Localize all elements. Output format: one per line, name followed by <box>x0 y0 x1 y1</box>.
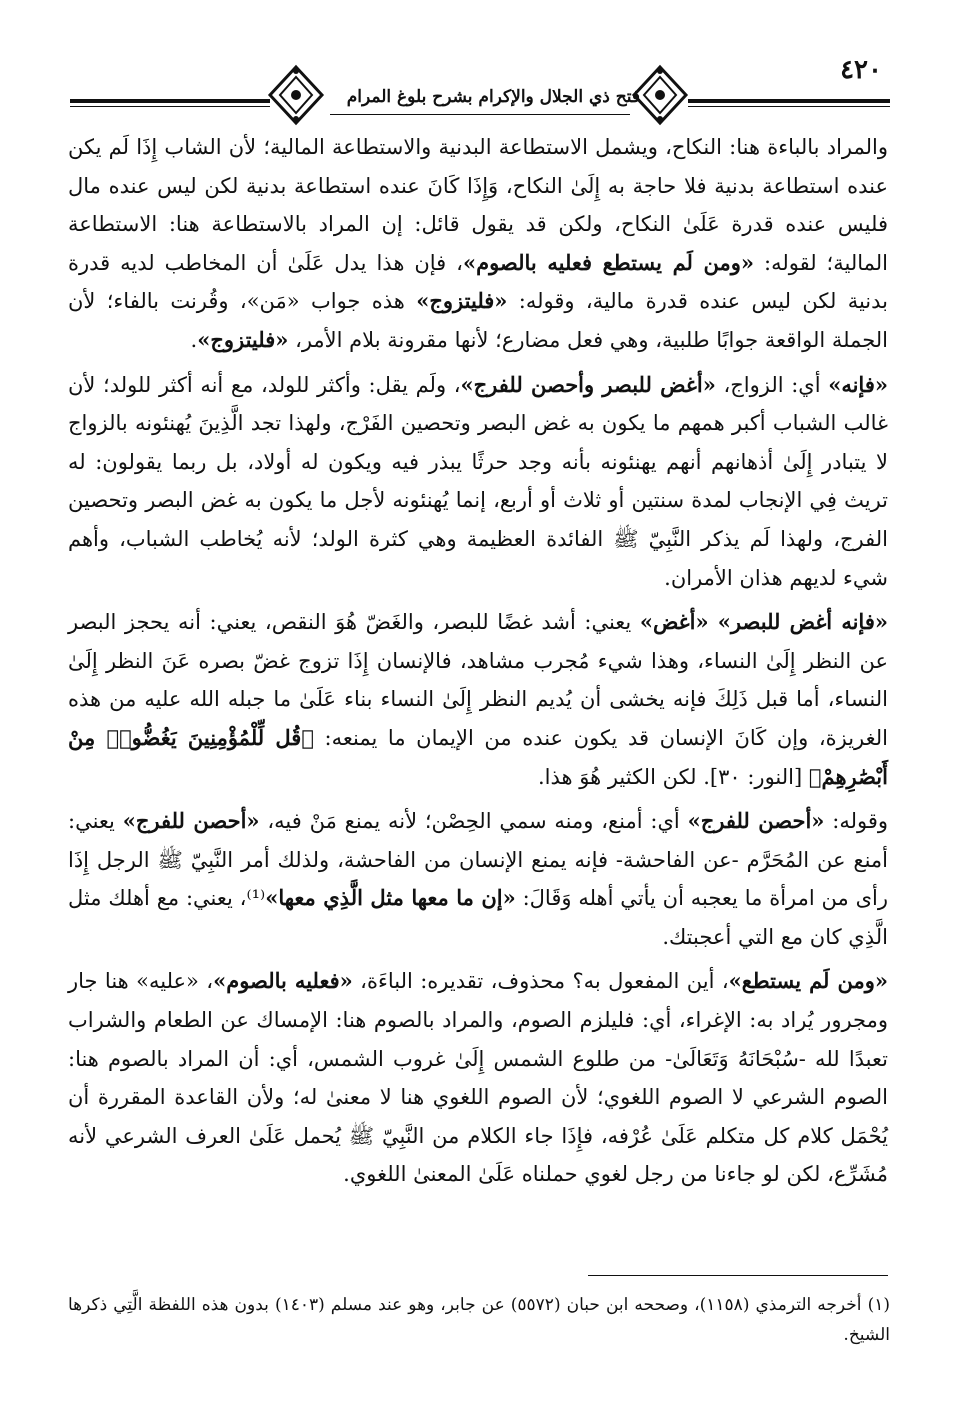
text-segment: ، أين المفعول به؟ محذوف، تقديره: الباءَة، <box>352 969 729 994</box>
header-rule-right-thin <box>688 106 890 107</box>
hadith-quote: «فعليه بالصوم» <box>213 968 353 994</box>
hadith-quote: «فإنه» <box>828 371 888 397</box>
left-ornament-icon <box>266 63 326 127</box>
text-segment: يعني: أشد غضًا للبصر، والغَضّ هُوَ النقص، يعني: أنه يحجز البصر عن النظر إِلَىٰ النساء، وهذا شيء مُجرب مشاهد، فالإنسان إِذَا تزوج غضّ بصره عَنَ النظر إِلَىٰ النساء، أما قبل ذَلِكَ فإنه يخشى أن يُديم النظر إِلَىٰ النساء بناء عَلَىٰ ما جبله الله عليه من هذه الغريزة، وإن كَانَ الإنسان قد يكون عنده من الإيمان ما يمنعه: <box>68 610 889 750</box>
hadith-quote: «إن ما معها مثل الَّذِي معها» <box>265 885 516 911</box>
paragraph <box>68 128 888 360</box>
paragraph <box>68 802 888 956</box>
hadith-quote: «ومن لَم يستطع فعليه بالصوم» <box>462 249 755 275</box>
footnote-divider <box>588 1275 888 1276</box>
hadith-quote: «ومن لَم يستطع» <box>728 968 888 994</box>
paragraph <box>68 366 888 598</box>
text-segment: [النور: ٣٠]. لكن الكثير هُوَ هذا. <box>537 764 809 789</box>
header-rule-left <box>70 99 270 103</box>
text-segment: أي: أمنع، ومنه سمي الحِصْن؛ لأنه يمنع مَنْ فيه، <box>259 809 688 834</box>
paragraph <box>68 962 888 1194</box>
text-segment: وقوله: <box>824 809 888 834</box>
text-segment: ، «عليه» هنا جار ومجرور يُراد به: الإغراء، أي: فليلزم الصوم، والمراد بالصوم هنا: الإمساك عن الطعام والشراب تعبدًا لله -سُبْحَانَهُ وَتَعَالَىٰ- من طلوع الشمس إِلَىٰ غروب الشمس، أي: أن المراد بالصوم هنا: الصوم الشرعي لا الصوم اللغوي؛ لأن الصوم اللغوي هنا لا معنىٰ له؛ ولأن القاعدة المقررة أن يُحْمَل كلام كل متكلم عَلَىٰ عُرْفه، فإِذَا جاء الكلام من النَّبِيّ ﷺ يُحمل عَلَىٰ العرف الشرعي لأنه مُشَرِّع، لكن لو جاءنا من رجل لغوي حملناه عَلَىٰ المعنىٰ اللغوي. <box>68 969 888 1187</box>
footnote-text: (١) أخرجه الترمذي (١١٥٨)، وصححه ابن حبان (٥٥٧٢) عن جابر، وهو عند مسلم (١٤٠٣) بدون هذه اللفظة الَّتِي ذكرها الشيخ. <box>68 1295 890 1345</box>
hadith-quote: «فليتزوج» <box>197 326 289 352</box>
header-rule-right <box>688 99 890 103</box>
hadith-quote: «أغض للبصر وأحصن للفرج» <box>460 371 716 397</box>
text-segment: ، ولَم يقل: وأكثر للولد، مع أنه أكثر للولد؛ لأن غالب الشباب أكبر همهم ما يكون به غض البصر وتحصين الفَرْج، ولهذا تجد الَّذِينَ يُهنئونه بالزواج لا يتبادر إِلَىٰ أذهانهم أنهم يهنئونه بأنه وجد حرثًا يبذر فيه ويكون له أولاد، بل ربما يقولون: له تريث فِي الإنجاب لمدة سنتين أو ثلاث أو أربع، إنما يُهنئونه لأجل ما يكون به غض البصر وتحصين الفرج، ولهذا لَم يذكر النَّبِيّ ﷺ الفائدة العظيمة وهي كثرة الولد؛ لأنه يُخاطب الشباب، وأهم شيء لديهم هذان الأمران. <box>68 372 888 590</box>
page-number: ٤٢٠ <box>840 55 882 85</box>
title-underline <box>330 114 630 115</box>
footnote <box>68 1290 890 1350</box>
hadith-quote: «فإنه أغض للبصر» «أغض» <box>639 609 888 635</box>
text-segment: أي: الزواج، <box>715 372 829 397</box>
quran-verse: ﴿قُل لِّلْمُؤْمِنِينَ يَغُضُّوا۟ مِنْ أَبْصَٰرِهِمْ﴾ <box>68 724 888 789</box>
text-segment: ، فإن هذا يدل عَلَىٰ أن المخاطب لديه قدرة بدنية لكن ليس عنده قدرة مالية، وقوله: <box>68 250 889 314</box>
running-title: فتح ذي الجلال والإكرام بشرح بلوغ المرام <box>346 87 640 107</box>
text-segment: يعني: أمنع عن المُحَرَّم -عن الفاحشة- فإنه يمنع الإنسان من الفاحشة، ولذلك أمر النَّبِيّ ﷺ الرجل إِذَا رأى من امرأة ما يعجبه أن يأتي أهله وَقَالَ: <box>68 809 888 911</box>
body-text <box>68 128 888 1194</box>
header-rule-left-thin <box>70 106 270 107</box>
text-segment: والمراد بالباءة هنا: النكاح، ويشمل الاستطاعة البدنية والاستطاعة المالية؛ لأن الشاب إِذَا لَم يكن عنده استطاعة بدنية فلا حاجة به إِلَىٰ النكاح، وَإِذَا كَانَ عنده استطاعة بدنية لكن ليس عنده مال فليس عنده قدرة عَلَىٰ النكاح، ولكن قد يقول قائل: إن المراد بالاستطاعة هنا: الاستطاعة المالية؛ لقوله: <box>68 135 888 275</box>
hadith-quote: «أحصن للفرج» <box>122 808 260 834</box>
text-segment: . <box>190 327 198 352</box>
hadith-quote: «أحصن للفرج» <box>687 808 825 834</box>
page-header <box>70 55 890 135</box>
text-segment: ⁽¹⁾، يعني: مع أهلك مثل الَّذِي كان مع التي أعجبتك. <box>68 886 888 949</box>
hadith-quote: «فليتزوج» <box>416 288 508 314</box>
right-ornament-icon <box>630 63 690 127</box>
paragraph <box>68 603 888 796</box>
text-segment: هذه جواب «مَن»، وقُرنت بالفاء؛ لأن الجملة الواقعة جوابًا طلبية، وهي فعل مضارع؛ لأنها مقرونة بلام الأمر، <box>68 289 888 352</box>
